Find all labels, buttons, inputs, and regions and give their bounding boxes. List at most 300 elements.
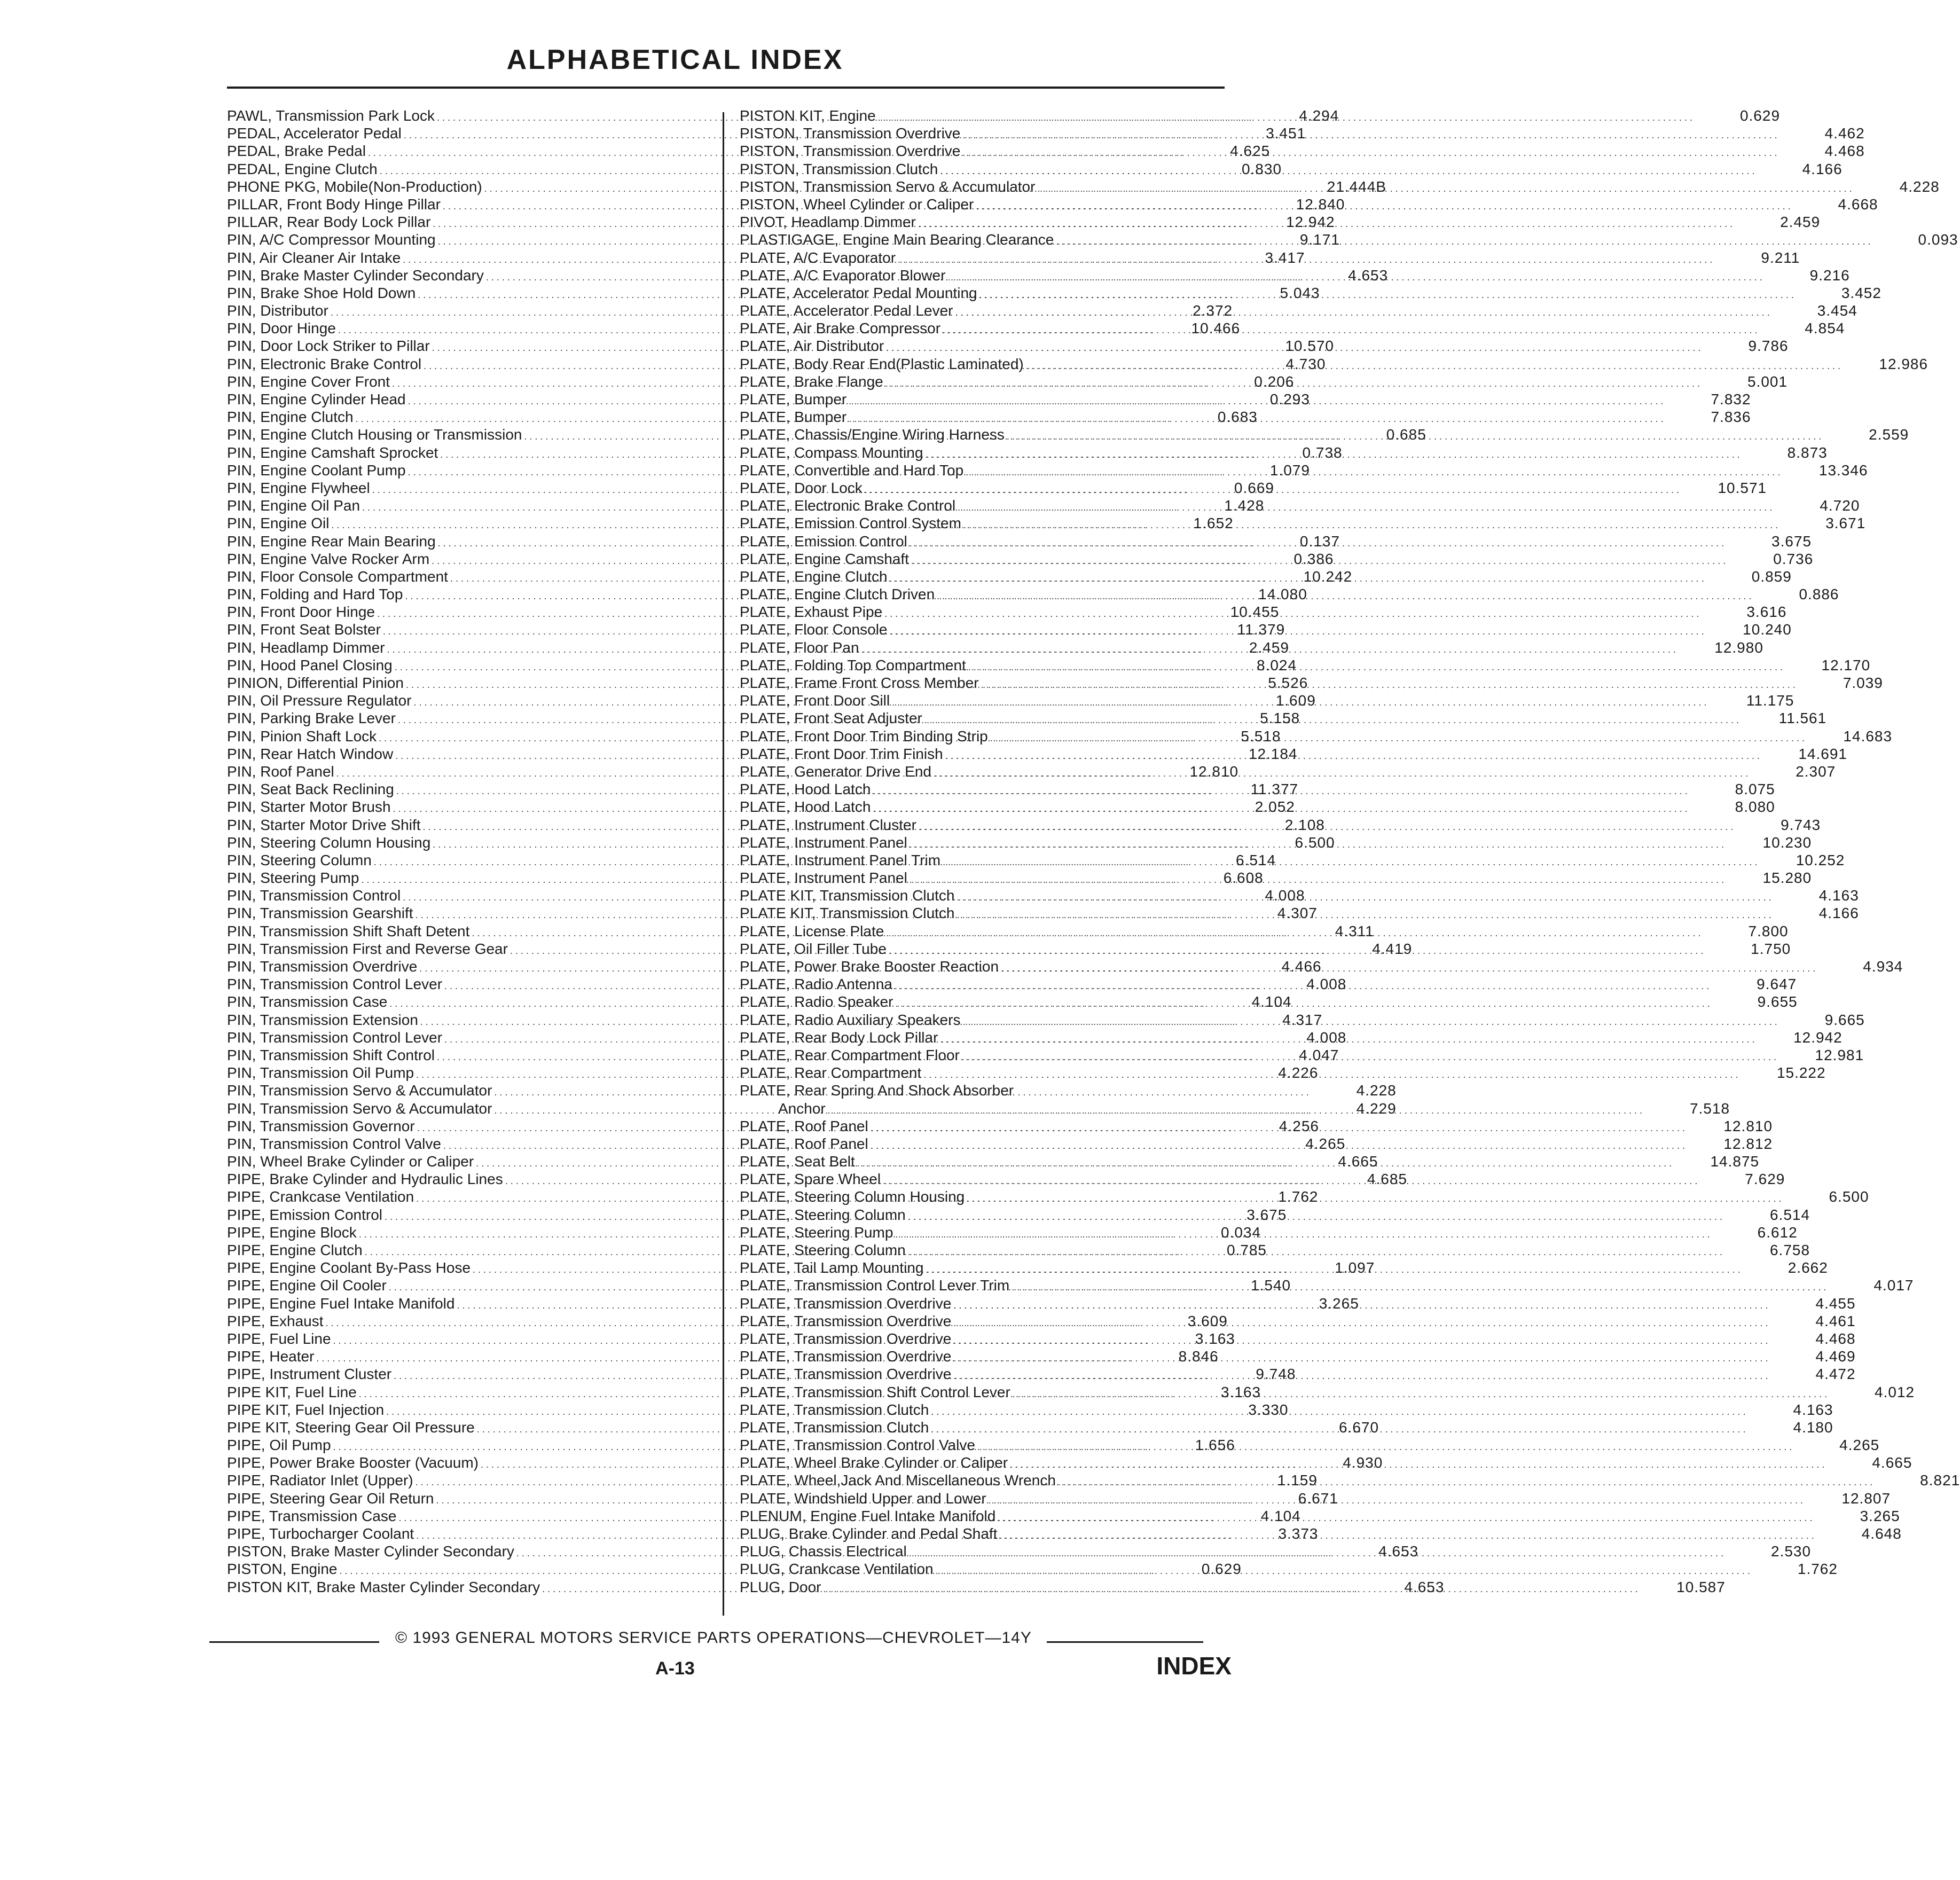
entry-reference: 3.373 (1278, 1525, 1319, 1542)
entry-name: PLATE, Transmission Overdrive (740, 1295, 952, 1312)
entry-name: PIN, Brake Shoe Hold Down (227, 284, 416, 301)
column-divider (723, 112, 724, 1616)
dot-leader (962, 1013, 1777, 1031)
entry-reference: 4.180 (1793, 1419, 1833, 1436)
dot-leader (958, 499, 1772, 516)
entry-name: PIN, Engine Clutch Housing or Transmission (227, 426, 522, 443)
entry-reference: 3.616 (1746, 604, 1787, 621)
entry-name: PISTON KIT, Engine (740, 107, 876, 124)
entry-reference: 4.685 (1367, 1171, 1407, 1188)
entry-reference: 0.785 (1226, 1242, 1267, 1258)
footer-rule-right (1047, 1641, 1203, 1643)
entry-name: PLUG, Crankcase Ventilation (740, 1561, 934, 1578)
entry-reference: 9.786 (1748, 338, 1789, 355)
dot-leader (873, 800, 1687, 818)
entry-name: PIN, Transmission Control Lever (227, 976, 443, 993)
entry-reference: 4.307 (1277, 905, 1318, 922)
entry-reference: 10.466 (1191, 320, 1241, 337)
entry-name: PIN, Engine Cylinder Head (227, 391, 406, 408)
entry-reference: 4.419 (1372, 940, 1413, 957)
entry-name: PIPE, Engine Clutch (227, 1242, 363, 1258)
entry-name: PLATE, Air Brake Compressor (740, 320, 941, 337)
entry-name: PLATE, Steering Column (740, 1242, 906, 1258)
entry-reference: 4.163 (1793, 1401, 1833, 1418)
dot-leader (890, 570, 1704, 588)
entry-name: PLATE, Transmission Clutch (740, 1419, 929, 1436)
entry-reference: 3.417 (1265, 249, 1305, 266)
entry-reference: 4.265 (1839, 1437, 1880, 1454)
entry-name: PISTON, Transmission Overdrive (740, 143, 961, 160)
entry-reference: 12.807 (1841, 1490, 1891, 1507)
dot-leader (924, 711, 1739, 729)
entry-reference: 4.317 (1282, 1011, 1323, 1028)
dot-leader (857, 1155, 1672, 1172)
entry-name: PLATE, Chassis/Engine Wiring Harness (740, 426, 1005, 443)
entry-reference: 3.609 (1187, 1312, 1228, 1329)
dot-leader (945, 747, 1760, 765)
dot-leader (908, 1208, 1722, 1226)
entry-reference: 8.873 (1787, 444, 1828, 461)
entry-reference: 7.832 (1711, 391, 1751, 408)
index-entry (740, 1082, 1225, 1099)
entry-reference: 12.980 (1714, 639, 1763, 656)
entry-name: PLATE, Bumper (740, 391, 847, 408)
entry-name: PIN, Oil Pressure Regulator (227, 692, 412, 709)
entry-reference: 5.001 (1747, 373, 1788, 390)
entry-reference: 4.008 (1265, 887, 1305, 904)
entry-reference: 2.530 (1771, 1543, 1812, 1560)
entry-name: PLATE, Steering Pump (740, 1224, 893, 1241)
entry-name: PISTON, Wheel Cylinder or Caliper (740, 195, 974, 213)
entry-name: PLUG, Brake Cylinder and Pedal Shaft (740, 1525, 998, 1542)
dot-leader (1058, 1474, 1872, 1491)
entry-reference: 4.468 (1815, 1330, 1856, 1347)
entry-name: PLATE, Convertible and Hard Top (740, 461, 964, 479)
entry-reference: 9.216 (1809, 267, 1850, 284)
entry-name: PLATE, Transmission Overdrive (740, 1348, 952, 1365)
dot-leader (957, 906, 1771, 924)
entry-reference: 3.675 (1771, 532, 1812, 550)
entry-reference: 4.226 (1278, 1064, 1319, 1082)
entry-reference: 5.518 (1241, 727, 1281, 745)
dot-leader (910, 535, 1724, 552)
dot-leader (895, 1226, 1710, 1243)
entry-reference: 0.738 (1302, 444, 1343, 461)
dot-leader (931, 1403, 1745, 1421)
entry-name: PIN, Transmission Oil Pump (227, 1064, 414, 1082)
entry-name: PLATE, Hood Latch (740, 798, 871, 816)
dot-leader (990, 730, 1805, 747)
entry-reference: 0.669 (1234, 479, 1274, 496)
entry-reference: 3.452 (1841, 284, 1881, 301)
entry-name: PLATE, Roof Panel (740, 1135, 868, 1152)
dot-leader (953, 1332, 1768, 1350)
dot-leader (937, 588, 1751, 605)
entry-reference: 4.104 (1260, 1507, 1301, 1524)
dot-leader (943, 853, 1757, 871)
entry-name: PLATE, Brake Flange (740, 373, 883, 390)
entry-name: PLASTIGAGE, Engine Main Bearing Clearance (740, 231, 1054, 248)
entry-reference: 4.461 (1815, 1312, 1856, 1329)
entry-reference: 4.017 (1873, 1277, 1914, 1294)
entry-reference: 2.052 (1255, 798, 1295, 816)
entry-reference: 8.024 (1256, 656, 1297, 673)
entry-reference: 14.683 (1843, 727, 1893, 745)
entry-reference: 4.228 (1356, 1082, 1397, 1099)
entry-name: PLATE, Radio Speaker (740, 993, 893, 1010)
entry-reference: 4.104 (1251, 993, 1292, 1010)
entry-reference: 4.625 (1230, 143, 1271, 160)
dot-leader (849, 393, 1663, 410)
entry-reference: 4.469 (1815, 1348, 1856, 1365)
entry-name: PLATE, Spare Wheel (740, 1171, 881, 1188)
entry-reference: 21.444B (1327, 178, 1387, 195)
entry-reference: 1.656 (1195, 1437, 1235, 1454)
dot-leader (1013, 1385, 1827, 1403)
section-label: INDEX (1156, 1652, 1232, 1680)
dot-leader (953, 1297, 1768, 1314)
entry-reference: 7.518 (1689, 1100, 1730, 1117)
entry-name: PIPE, Engine Block (227, 1224, 357, 1241)
entry-reference: 13.346 (1818, 461, 1868, 479)
dot-leader (865, 481, 1679, 499)
entry-reference: 0.386 (1293, 550, 1334, 567)
entry-name: PLATE, Rear Body Lock Pillar (740, 1029, 938, 1046)
entry-reference: 14.080 (1258, 586, 1307, 603)
entry-reference: 4.294 (1299, 107, 1339, 124)
dot-leader (953, 1367, 1768, 1385)
entry-reference: 3.671 (1825, 515, 1866, 532)
entry-name: PIN, Engine Oil Pan (227, 497, 360, 514)
entry-reference: 4.720 (1820, 497, 1860, 514)
dot-leader (871, 1119, 1685, 1137)
entry-reference: 4.854 (1805, 320, 1845, 337)
dot-leader (962, 1048, 1776, 1066)
dot-leader (981, 676, 1796, 694)
entry-reference: 3.675 (1246, 1206, 1287, 1223)
entry-name: PEDAL, Brake Pedal (227, 143, 366, 160)
entry-name: PLATE, Transmission Control Lever Trim (740, 1277, 1010, 1294)
entry-reference: 14.691 (1798, 745, 1847, 762)
entry-name: PIPE, Exhaust (227, 1312, 324, 1329)
entry-name: PIPE, Radiator Inlet (Upper) (227, 1472, 413, 1489)
dot-leader (962, 127, 1777, 144)
entry-name: PLATE, Floor Pan (740, 639, 859, 656)
entry-name: PIN, Steering Column Housing (227, 834, 431, 851)
dot-leader (890, 623, 1704, 640)
dot-leader (943, 322, 1757, 339)
dot-leader (911, 552, 1726, 570)
entry-name: PIN, Transmission First and Reverse Gear (227, 940, 508, 957)
entry-name: PLATE, Instrument Panel (740, 870, 907, 887)
entry-name: PIN, Transmission Governor (227, 1117, 415, 1134)
entry-name: PLATE, Hood Latch (740, 781, 871, 798)
entry-name: PIN, Headlamp Dimmer (227, 639, 385, 656)
entry-name: PIN, Parking Brake Lever (227, 710, 396, 727)
entry-reference: 8.821 (1920, 1472, 1960, 1489)
entry-reference: 6.514 (1236, 851, 1276, 868)
entry-reference: 3.163 (1195, 1330, 1235, 1347)
dot-leader (878, 109, 1692, 127)
entry-reference: 1.079 (1269, 461, 1310, 479)
entry-name: PIN, Roof Panel (227, 763, 334, 780)
entry-name: PIN, Transmission Shift Control (227, 1046, 435, 1063)
entry-reference: 4.166 (1802, 160, 1843, 177)
entry-reference: 0.034 (1221, 1224, 1261, 1241)
entry-name: PLATE, Seat Belt (740, 1153, 855, 1170)
entry-reference: 2.307 (1796, 763, 1836, 780)
entry-reference: 1.428 (1224, 497, 1265, 514)
entry-reference: 7.039 (1843, 675, 1883, 691)
entry-reference: 12.184 (1248, 745, 1298, 762)
entry-reference: 0.093 (1918, 231, 1958, 248)
entry-reference: 1.097 (1335, 1259, 1375, 1276)
entry-reference: 1.652 (1193, 515, 1234, 532)
dot-leader (977, 1438, 1792, 1456)
entry-name: PIN, Transmission Shift Shaft Detent (227, 922, 470, 939)
entry-name: PLATE, Electronic Brake Control (740, 497, 956, 514)
entry-name: PLATE, Bumper (740, 409, 847, 426)
copyright-line: © 1993 GENERAL MOTORS SERVICE PARTS OPERATIONS—CHEVROLET—14Y (395, 1629, 1032, 1647)
entry-reference: 0.629 (1201, 1561, 1242, 1578)
index-entry (740, 1560, 1838, 1578)
dot-leader (998, 1509, 1812, 1527)
entry-reference: 12.170 (1821, 656, 1871, 673)
entry-reference: 4.163 (1818, 887, 1859, 904)
entry-name: PLATE, Rear Spring And Shock Absorber (740, 1082, 1014, 1099)
entry-reference: 0.859 (1751, 568, 1792, 585)
entry-reference: 4.012 (1875, 1383, 1915, 1400)
entry-name: PIN, Engine Camshaft Sprocket (227, 444, 438, 461)
entry-reference: 4.256 (1279, 1117, 1319, 1134)
entry-name: PISTON, Transmission Servo & Accumulator (740, 178, 1036, 195)
entry-reference: 4.653 (1378, 1543, 1419, 1560)
entry-reference: 7.800 (1748, 922, 1789, 939)
dot-leader (1001, 960, 1815, 977)
entry-reference: 2.459 (1780, 214, 1821, 231)
entry-name: PIN, Transmission Control Valve (227, 1135, 441, 1152)
entry-reference: 2.459 (1249, 639, 1289, 656)
entry-reference: 2.372 (1193, 302, 1233, 319)
entry-reference: 4.166 (1818, 905, 1859, 922)
entry-reference: 8.080 (1735, 798, 1775, 816)
entry-name: PLATE, Transmission Overdrive (740, 1330, 952, 1347)
dot-leader (1010, 1456, 1824, 1474)
index-entry (740, 1312, 1856, 1330)
dot-leader (910, 836, 1724, 853)
entry-reference: 11.377 (1250, 781, 1299, 798)
entry-name: PLATE, Transmission Overdrive (740, 1366, 952, 1383)
entry-name: PLATE, Transmission Overdrive (740, 1312, 952, 1329)
entry-name: PLATE, Wheel Brake Cylinder or Caliper (740, 1454, 1008, 1471)
entry-reference: 12.942 (1793, 1029, 1843, 1046)
entry-name: PISTON, Brake Master Cylinder Secondary (227, 1543, 514, 1560)
entry-reference: 4.455 (1815, 1295, 1856, 1312)
entry-reference: 10.242 (1303, 568, 1353, 585)
entry-reference: 1.159 (1277, 1472, 1318, 1489)
entry-reference: 4.008 (1306, 1029, 1347, 1046)
entry-name: PLATE, Windshield Upper and Lower (740, 1490, 986, 1507)
entry-reference: 0.886 (1799, 586, 1839, 603)
entry-reference: 8.075 (1735, 781, 1775, 798)
entry-reference: 6.612 (1757, 1224, 1798, 1241)
dot-leader (979, 286, 1794, 304)
entry-name: PLATE, Transmission Clutch (740, 1401, 929, 1418)
entry-reference: 10.587 (1676, 1578, 1726, 1595)
entry-reference: 6.758 (1769, 1242, 1810, 1258)
entry-reference: 4.730 (1285, 355, 1326, 372)
dot-leader (976, 198, 1790, 215)
entry-name: PIN, Steering Column (227, 851, 372, 868)
entry-reference: 3.265 (1860, 1507, 1900, 1524)
entry-reference: 5.526 (1268, 675, 1308, 691)
entry-name: PIN, Wheel Brake Cylinder or Caliper (227, 1153, 474, 1170)
entry-name: PIN, Engine Cover Front (227, 373, 390, 390)
index-entry (740, 319, 1845, 337)
entry-reference: 1.540 (1251, 1277, 1291, 1294)
entry-name: PIN, Transmission Control (227, 887, 401, 904)
entry-name: PIPE, Engine Coolant By-Pass Hose (227, 1259, 471, 1276)
entry-name: PIPE, Brake Cylinder and Hydraulic Lines (227, 1171, 503, 1188)
dot-leader (940, 162, 1754, 180)
entry-name: PLATE, Transmission Shift Control Lever (740, 1383, 1010, 1400)
entry-reference: 11.561 (1778, 710, 1827, 727)
entry-reference: 6.608 (1223, 870, 1264, 887)
entry-name: PLENUM, Engine Fuel Intake Manifold (740, 1507, 996, 1524)
entry-reference: 4.668 (1838, 195, 1878, 213)
entry-name: PIVOT, Headlamp Dimmer (740, 214, 916, 231)
entry-name: PLATE, Transmission Control Valve (740, 1437, 975, 1454)
dot-leader (934, 765, 1748, 782)
entry-name: PILLAR, Rear Body Lock Pillar (227, 214, 431, 231)
dot-leader (926, 1261, 1740, 1279)
dot-leader (947, 269, 1762, 286)
entry-name: PLATE, Frame Front Cross Member (740, 675, 979, 691)
dot-leader (966, 464, 1780, 481)
index-entry (740, 1348, 1856, 1365)
dot-leader (824, 1580, 1638, 1598)
entry-reference: 12.812 (1723, 1135, 1773, 1152)
entry-reference: 10.455 (1230, 604, 1280, 621)
entry-name: PINION, Differential Pinion (227, 675, 404, 691)
entry-reference: 6.514 (1769, 1206, 1810, 1223)
entry-name: PIN, Front Seat Bolster (227, 621, 381, 638)
entry-name: PISTON, Transmission Clutch (740, 160, 938, 177)
entry-name: PIN, Transmission Gearshift (227, 905, 413, 922)
entry-reference: 2.559 (1869, 426, 1909, 443)
entry-name: PIN, Transmission Servo & Accumulator (227, 1082, 492, 1099)
entry-reference: 5.043 (1280, 284, 1320, 301)
dot-leader (931, 1421, 1745, 1438)
entry-reference: 6.670 (1338, 1419, 1379, 1436)
entry-reference: 12.981 (1815, 1046, 1864, 1063)
entry-reference: 6.500 (1295, 834, 1335, 851)
entry-name: PLATE, Steering Column Housing (740, 1188, 965, 1205)
dot-leader (923, 1066, 1738, 1084)
entry-reference: 4.930 (1343, 1454, 1383, 1471)
entry-name: PLATE, Wheel,Jack And Miscellaneous Wrench (740, 1472, 1056, 1489)
index-entry (740, 302, 1857, 319)
entry-name: PIPE KIT, Steering Gear Oil Pressure (227, 1419, 475, 1436)
dot-leader (873, 782, 1687, 800)
entry-reference: 4.047 (1299, 1046, 1339, 1063)
dot-leader (967, 1190, 1781, 1208)
dot-leader (940, 1031, 1754, 1048)
entry-name: PLATE, Engine Clutch Driven (740, 586, 935, 603)
index-entry (740, 1330, 1856, 1348)
entry-reference: 10.230 (1762, 834, 1812, 851)
entry-reference: 12.942 (1285, 214, 1335, 231)
entry-name: PLATE KIT, Transmission Clutch (740, 905, 955, 922)
entry-name: PLATE, Radio Auxiliary Speakers (740, 1011, 961, 1028)
dot-leader (955, 304, 1769, 322)
entry-name: PIN, Engine Oil (227, 515, 330, 532)
entry-reference: 10.240 (1743, 621, 1792, 638)
entry-reference: 3.330 (1248, 1401, 1289, 1418)
entry-name: PLATE, Front Door Trim Finish (740, 745, 943, 762)
entry-reference: 2.108 (1284, 816, 1325, 833)
entry-name: PLATE, Accelerator Pedal Lever (740, 302, 953, 319)
entry-name: PISTON, Engine (227, 1561, 338, 1578)
entry-reference: 10.570 (1285, 338, 1334, 355)
entry-reference: 8.846 (1178, 1348, 1219, 1365)
entry-name: PIPE, Crankcase Ventilation (227, 1188, 414, 1205)
entry-name: PLATE, Door Lock (740, 479, 863, 496)
dot-leader (1037, 180, 1852, 198)
entry-name: PLATE, Generator Drive End (740, 763, 931, 780)
entry-name: PLATE, Instrument Cluster (740, 816, 916, 833)
entry-name: PLATE, License Plate (740, 922, 884, 939)
entry-reference: 12.986 (1879, 355, 1928, 372)
entry-name: PLATE, Air Distributor (740, 338, 884, 355)
entry-name: PLATE KIT, Transmission Clutch (740, 887, 955, 904)
entry-name: PIPE, Transmission Case (227, 1507, 397, 1524)
entry-name: PIN, Front Door Hinge (227, 604, 375, 621)
entry-name: PIN, Seat Back Reclining (227, 781, 394, 798)
entry-name: PIPE, Steering Gear Oil Return (227, 1490, 434, 1507)
entry-name: PIN, Door Lock Striker to Pillar (227, 338, 430, 355)
entry-reference: 11.175 (1746, 692, 1794, 709)
entry-reference: 12.810 (1723, 1117, 1773, 1134)
entry-name: PLATE, Tail Lamp Mounting (740, 1259, 924, 1276)
dot-leader (999, 1527, 1814, 1545)
entry-reference: 9.655 (1757, 993, 1798, 1010)
entry-name: PEDAL, Engine Clutch (227, 160, 378, 177)
entry-reference: 5.158 (1260, 710, 1300, 727)
entry-name: PIPE, Emission Control (227, 1206, 382, 1223)
entry-name: PIN, Floor Console Compartment (227, 568, 448, 585)
dot-leader (885, 375, 1700, 393)
index-entry (740, 763, 1836, 780)
entry-reference: 0.293 (1269, 391, 1310, 408)
dot-leader (910, 871, 1724, 889)
entry-reference: 4.653 (1348, 267, 1389, 284)
dot-leader (883, 1172, 1697, 1190)
dot-leader (1012, 1279, 1826, 1296)
entry-reference: 4.008 (1306, 976, 1347, 993)
entry-name: PIPE, Oil Pump (227, 1437, 331, 1454)
entry-name: PLATE, Engine Clutch (740, 568, 888, 585)
page-number: A-13 (655, 1658, 695, 1679)
dot-leader (895, 995, 1710, 1013)
entry-name: Anchor (778, 1100, 826, 1117)
entry-reference: 0.685 (1386, 426, 1426, 443)
entry-reference: 9.665 (1824, 1011, 1865, 1028)
entry-reference: 4.648 (1861, 1525, 1902, 1542)
entry-reference: 0.830 (1241, 160, 1282, 177)
entry-reference: 15.280 (1762, 870, 1812, 887)
entry-name: PIPE, Heater (227, 1348, 315, 1365)
